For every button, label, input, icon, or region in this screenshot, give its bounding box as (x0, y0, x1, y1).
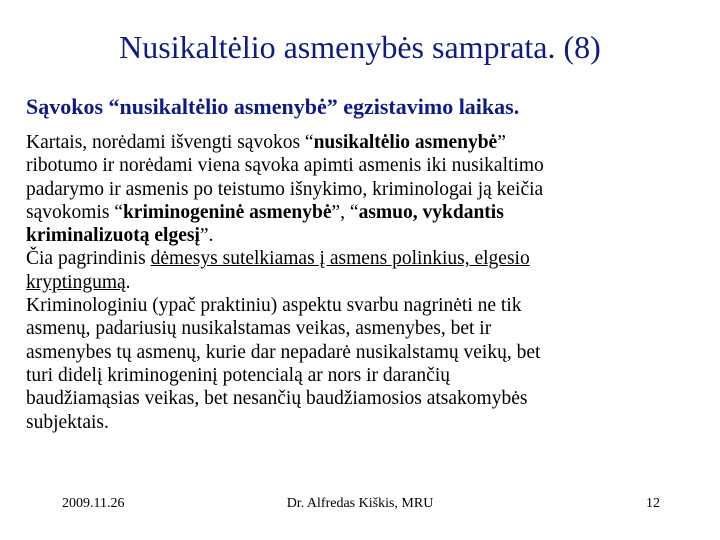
text-line: Kriminologiniu (ypač praktiniu) aspektu svarbu nagrinėti ne tik (26, 295, 522, 317)
text-line: asmenybes tų asmenų, kurie dar nepadarė nusikalstamų veikų, bet (26, 341, 541, 363)
footer-date: 2009.11.26 (62, 496, 125, 511)
footer-author: Dr. Alfredas Kiškis, MRU (286, 496, 434, 511)
text-run: ”. (199, 225, 214, 247)
text-line: padarymo ir asmenis po teistumo išnykimo, kriminologai ją keičia (26, 178, 544, 200)
footer-page-number: 12 (646, 496, 660, 511)
term-criminogenic-personality: kriminogeninė asmenybė (122, 201, 332, 223)
slide-subheading: Sąvokos “nusikaltėlio asmenybė” egzistavimo laikas. (26, 94, 520, 119)
text-run: ” (497, 132, 506, 153)
underlined-focus-text: dėmesys sutelkiamas į asmens polinkius, elgesio (150, 248, 530, 270)
text-line: baudžiamąsias veikas, bet nesančių baudžiamosios atsakomybės (26, 388, 528, 410)
text-line (26, 131, 698, 154)
text-line: asmenų, padariusių nusikalstamas veikas, asmenybes, bet ir (26, 318, 492, 340)
text-run: Čia pagrindinis (26, 248, 151, 270)
text-line (26, 201, 698, 224)
text-line (26, 271, 698, 294)
slide-body (26, 131, 698, 434)
term-person-criminalized-behavior-cont: kriminalizuotą elgesį (26, 225, 200, 247)
text-line (26, 224, 698, 247)
text-line: ribotumo ir norėdami viena sąvoka apimti asmenis iki nusikaltimo (26, 155, 544, 177)
text-line (26, 247, 698, 270)
text-run: ”, “ (331, 201, 359, 223)
underlined-focus-text-cont: kryptingumą (26, 271, 126, 293)
text-line: subjektais. (26, 411, 109, 433)
term-person-criminalized-behavior: asmuo, vykdantis (358, 201, 504, 223)
term-offender-personality: nusikaltėlio asmenybė (313, 132, 498, 153)
text-run: . (125, 271, 131, 293)
text-run: sąvokomis “ (26, 201, 123, 223)
paragraph-criminological-aspect (26, 294, 698, 434)
text-run: Kartais, norėdami išvengti sąvokos “ (26, 132, 314, 153)
paragraph-alternative-terms (26, 131, 698, 247)
paragraph-focus (26, 247, 698, 294)
text-line: turi didelį kriminogeninį potencialą ar nors ir darančių (26, 364, 450, 386)
slide-title: Nusikaltėlio asmenybės samprata. (8) (119, 29, 601, 65)
